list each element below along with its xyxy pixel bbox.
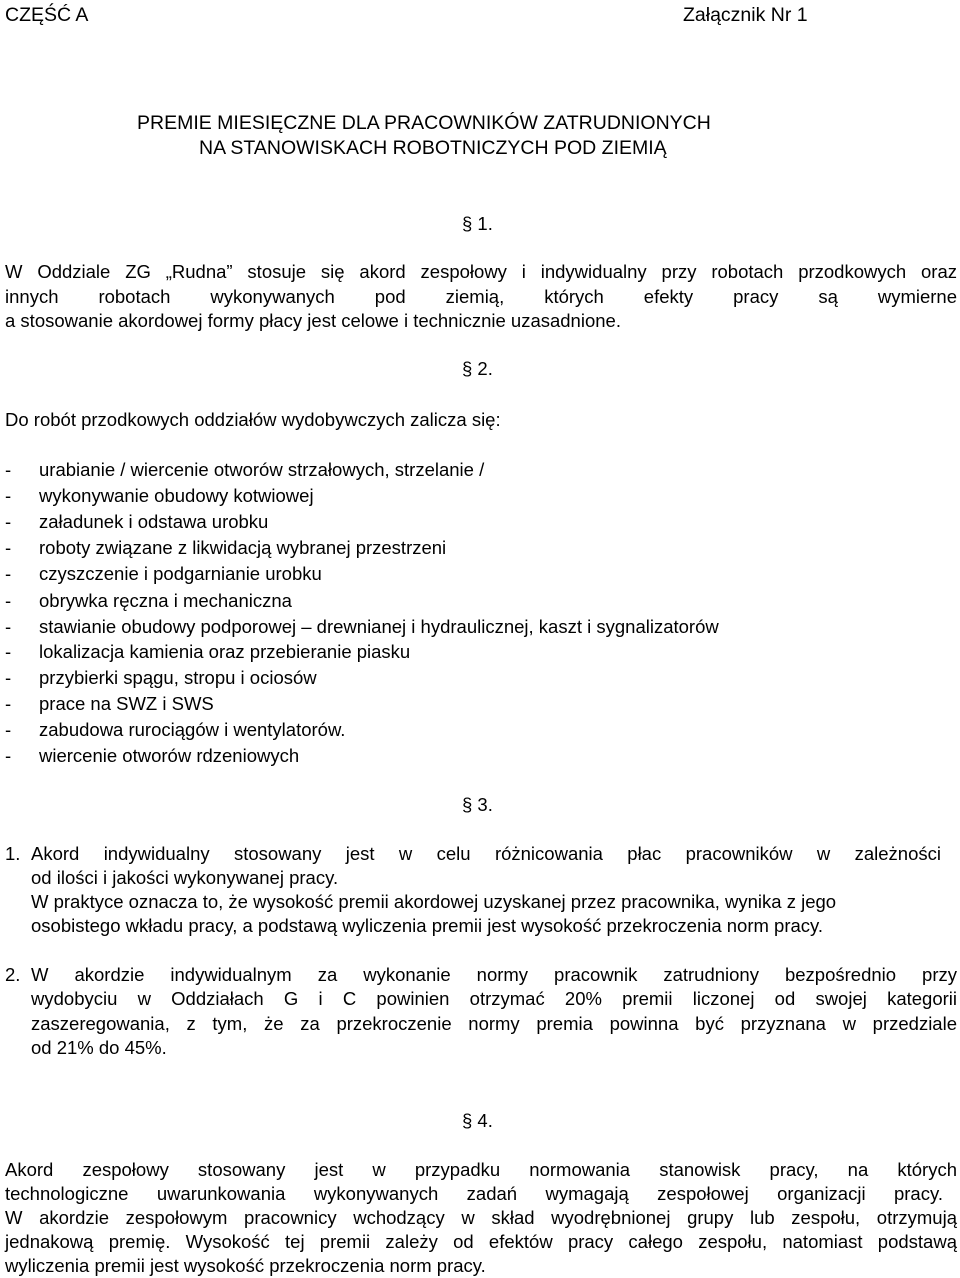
section-1-line: W Oddziale ZG „Rudna” stosuje się akord zespołowy i indywidualny przy robotach przodkowych oraz [5,261,957,282]
list-item: zabudowa rurociągów i wentylatorów. [39,719,346,740]
list-item: lokalizacja kamienia oraz przebieranie piasku [39,641,411,662]
part-label: CZĘŚĆ A [5,4,89,26]
list-item: załadunek i odstawa urobku [39,511,269,532]
section-4-line: W akordzie zespołowym pracownicy wchodzący w skład wyodrębnionej grupy lub zespołu, otrzymują [5,1207,957,1228]
section-2-heading: § 2. [462,358,493,379]
section-1-line: a stosowanie akordowej formy płacy jest celowe i technicznie uzasadnione. [5,310,621,331]
list-dash: - [5,667,12,688]
list-item: roboty związane z likwidacją wybranej przestrzeni [39,537,447,558]
list-dash: - [5,537,12,558]
section-3-p1-line: Akord indywidualny stosowany jest w celu różnicowania płac pracowników w zależności [31,843,941,864]
list-item: wykonywanie obudowy kotwiowej [39,485,314,506]
section-4-line: wyliczenia premii jest wysokość przekroczenia norm pracy. [5,1255,486,1276]
list-dash: - [5,511,12,532]
page-title-line-1: PREMIE MIESIĘCZNE DLA PRACOWNIKÓW ZATRUDNIONYCH [137,112,711,134]
list-item: obrywka ręczna i mechaniczna [39,590,292,611]
section-3-p1-line: od ilości i jakości wykonywanej pracy. [31,867,339,888]
list-item: stawianie obudowy podporowej – drewnianej i hydraulicznej, kaszt i sygnalizatorów [39,616,719,637]
list-dash: - [5,616,12,637]
section-4-line: Akord zespołowy stosowany jest w przypadku normowania stanowisk pracy, na których [5,1159,957,1180]
page-title-line-2: NA STANOWISKACH ROBOTNICZYCH POD ZIEMIĄ [199,137,667,159]
section-4-heading: § 4. [462,1110,493,1131]
section-3-p2-line: od 21% do 45%. [31,1037,167,1058]
list-item: prace na SWZ i SWS [39,693,214,714]
section-3-p1-line: W praktyce oznacza to, że wysokość premii akordowej uzyskanej przez pracownika, wynika z jego [31,891,837,912]
list-item: urabianie / wiercenie otworów strzałowych, strzelanie / [39,459,485,480]
paragraph-number: 2. [5,964,21,985]
list-dash: - [5,693,12,714]
list-dash: - [5,459,12,480]
list-dash: - [5,590,12,611]
list-dash: - [5,485,12,506]
paragraph-number: 1. [5,843,21,864]
list-dash: - [5,563,12,584]
section-1-heading: § 1. [462,213,493,234]
section-3-p2-line: wydobyciu w Oddziałach G i C powinien otrzymać 20% premii liczonej od swojej kategorii [31,988,957,1009]
annex-label: Załącznik Nr 1 [683,4,808,26]
section-4-line: jednakową premię. Wysokość tej premii zależy od efektów pracy całego zespołu, natomiast podstawą [5,1231,957,1252]
list-item: przybierki spągu, stropu i ociosów [39,667,317,688]
list-item: czyszczenie i podgarnianie urobku [39,563,322,584]
section-3-heading: § 3. [462,794,493,815]
list-dash: - [5,641,12,662]
section-3-p1-line: osobistego wkładu pracy, a podstawą wyliczenia premii jest wysokość przekroczenia norm pracy. [31,915,824,936]
list-dash: - [5,745,12,766]
list-item: wiercenie otworów rdzeniowych [39,745,300,766]
section-4-line: technologiczne uwarunkowania wykonywanych zadań wymagają zespołowej organizacji pracy. [5,1183,943,1204]
section-3-p2-line: zaszeregowania, z tym, że za przekroczenie normy premia powinna być przyznana w przedziale [31,1013,957,1034]
section-3-p2-line: W akordzie indywidualnym za wykonanie normy pracownik zatrudniony bezpośrednio przy [31,964,957,985]
section-1-line: innych robotach wykonywanych pod ziemią, których efekty pracy są wymierne [5,286,957,307]
list-dash: - [5,719,12,740]
section-2-intro: Do robót przodkowych oddziałów wydobywczych zalicza się: [5,409,501,430]
